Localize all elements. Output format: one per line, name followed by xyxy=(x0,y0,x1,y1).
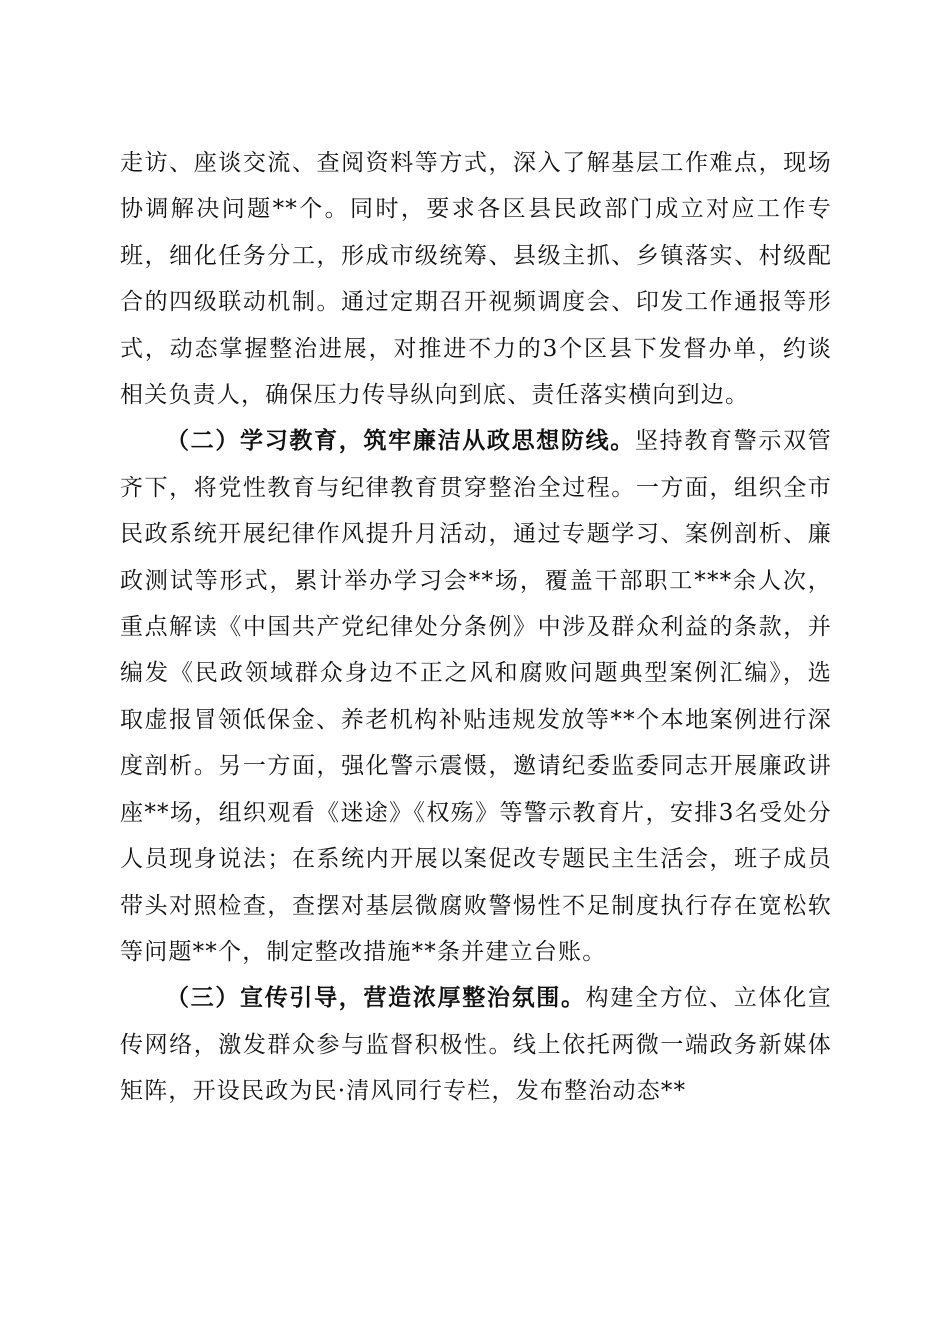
paragraph-2 xyxy=(120,418,832,975)
document-body xyxy=(120,140,832,1115)
paragraph-2-text: 坚持教育警示双管齐下，将党性教育与纪律教育贯穿整治全过程。一方面，组织全市民政系统开展纪律作风提升月活动，通过专题学习、案例剖析、廉政测试等形式，累计举办学习会**场，覆盖干部职工***余人次，重点解读《中国共产党纪律处分条例》中涉及群众利益的条款，并编发《民政领域群众身边不正之风和腐败问题典型案例汇编》，选取虚报冒领低保金、养老机构补贴违规发放等**个本地案例进行深度剖析。另一方面，强化警示震慑，邀请纪委监委同志开展廉政讲座**场，组织观看《迷途》《权殇》等警示教育片，安排3名受处分人员现身说法；在系统内开展以案促改专题民主生活会，班子成员带头对照检查，查摆对基层微腐败警惕性不足制度执行存在宽松软等问题**个，制定整改措施**条并建立台账。 xyxy=(120,428,832,965)
paragraph-1 xyxy=(120,140,832,418)
paragraph-1-text: 走访、座谈交流、查阅资料等方式，深入了解基层工作难点，现场协调解决问题**个。同时，要求各区县民政部门成立对应工作专班，细化任务分工，形成市级统筹、县级主抓、乡镇落实、村级配合的四级联动机制。通过定期召开视频调度会、印发工作通报等形式，动态掌握整治进展，对推进不力的3个区县下发督办单，约谈相关负责人，确保压力传导纵向到底、责任落实横向到边。 xyxy=(120,150,832,409)
paragraph-3 xyxy=(120,975,832,1114)
paragraph-2-heading: （二）学习教育，筑牢廉洁从政思想防线。 xyxy=(166,427,635,455)
paragraph-3-heading: （三）宣传引导，营造浓厚整治氛围。 xyxy=(166,984,586,1012)
paragraph-3-text: 构建全方位、立体化宣传网络，激发群众参与监督积极性。线上依托两微一端政务新媒体矩阵，开设民政为民·清风同行专栏，发布整治动态** xyxy=(120,985,832,1105)
